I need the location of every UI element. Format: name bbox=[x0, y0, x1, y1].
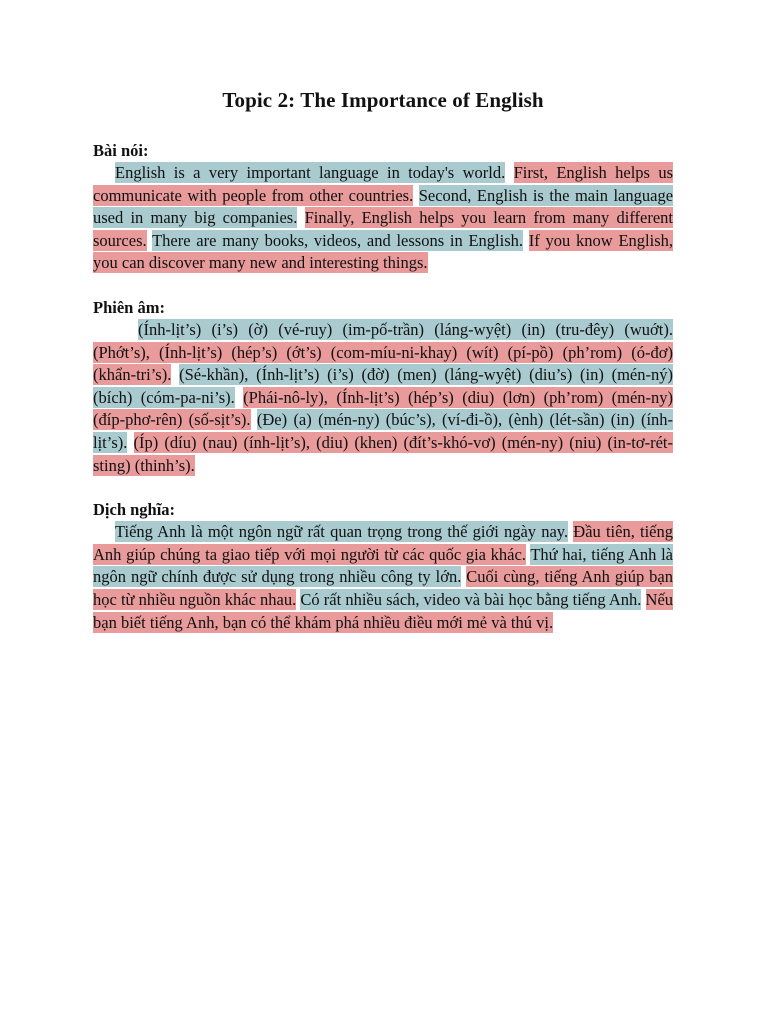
highlighted-sentence: Thứ hai, tiếng Anh là ngôn ngữ chính được sử dụng trong nhiều công ty lớn. bbox=[93, 544, 673, 587]
highlighted-sentence: Nếu bạn biết tiếng Anh, bạn có thể khám phá nhiều điều mới mẻ và thú vị. bbox=[93, 589, 674, 632]
translation-section bbox=[93, 499, 673, 634]
pronunciation-section bbox=[93, 297, 673, 477]
translation-heading: Dịch nghĩa: bbox=[93, 500, 176, 520]
pronunciation-heading: Phiên âm: bbox=[93, 297, 165, 317]
highlighted-sentence: First, English helps us communicate with people from other countries. bbox=[93, 163, 673, 205]
highlighted-sentence: Second, English is the main language used in many big companies. bbox=[93, 185, 674, 228]
speech-heading: Bài nói: bbox=[93, 141, 149, 160]
pronunciation-paragraph bbox=[93, 319, 673, 477]
speech-section bbox=[93, 140, 673, 275]
highlighted-sentence: If you know English, you can discover many new and interesting things. bbox=[93, 230, 674, 273]
highlighted-sentence: (Phái-nô-ly), (Ính-lịt’s) (hép’s) (diu) (lơn) (ph’rom) (mén-ny) (đíp-phơ-rên) (số-sịt’s). bbox=[93, 387, 674, 430]
highlighted-sentence: Đầu tiên, tiếng Anh giúp chúng ta giao tiếp với mọi người từ các quốc gia khác. bbox=[93, 522, 673, 564]
highlighted-sentence: (Đe) (a) (mén-ny) (búc’s), (ví-đi-ồ), (ènh) (lét-sần) (in) (ính-lịt’s). bbox=[93, 410, 674, 452]
highlighted-sentence: (Ính-lịt’s) (i’s) (ờ) (vé-ruy) (im-pố-trần) (láng-wyệt) (in) (tru-đêy) (wuớt). bbox=[138, 319, 673, 339]
highlighted-sentence: (Íp) (díu) (nau) (ính-lịt’s), (diu) (khen) (đít’s-khó-vơ) (mén-ny) (niu) (in-tơ-rét-sting) (thinh’s). bbox=[93, 432, 674, 475]
highlighted-sentence: Cuối cùng, tiếng Anh giúp bạn học từ nhiều nguồn khác nhau. bbox=[93, 567, 673, 609]
highlighted-sentence: Tiếng Anh là một ngôn ngữ rất quan trọng trong thế giới ngày nay. bbox=[115, 522, 569, 542]
highlighted-sentence: English is a very important language in today's world. bbox=[115, 163, 506, 182]
page-title: Topic 2: The Importance of English bbox=[222, 88, 544, 112]
highlighted-sentence: Có rất nhiều sách, video và bài học bằng tiếng Anh. bbox=[300, 589, 642, 609]
document-page bbox=[93, 84, 673, 656]
highlighted-sentence: (Phớt’s), (Ính-lịt’s) (hép’s) (ớt’s) (com-míu-ni-khay) (wít) (pí-pồ) (ph’rom) (ó-đơ) (khẩn-tri’s). bbox=[93, 342, 673, 385]
speech-paragraph bbox=[93, 162, 673, 275]
translation-paragraph bbox=[93, 521, 673, 634]
highlighted-sentence: Finally, English helps you learn from many different sources. bbox=[93, 208, 674, 250]
highlighted-sentence: There are many books, videos, and lessons in English. bbox=[152, 230, 524, 250]
highlighted-sentence: (Sé-khần), (Ính-lịt’s) (i’s) (đờ) (men) (láng-wyệt) (diu’s) (in) (mén-ný) (bích) (cóm-pa-ni’s). bbox=[93, 365, 673, 407]
